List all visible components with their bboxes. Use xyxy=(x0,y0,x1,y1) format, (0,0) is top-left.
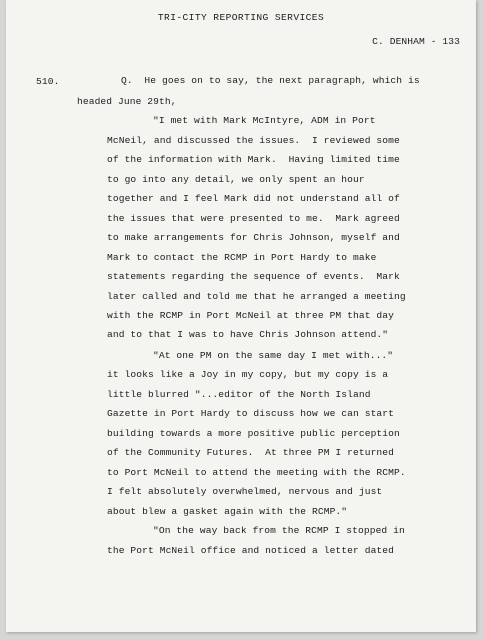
transcript-line: later called and told me that he arranged a meeting xyxy=(107,291,406,302)
transcript-page xyxy=(6,0,476,632)
transcript-line: and to that I was to have Chris Johnson attend." xyxy=(107,329,389,340)
transcript-line: of the information with Mark. Having limited time xyxy=(107,154,400,165)
transcript-line: I felt absolutely overwhelmed, nervous and just xyxy=(107,486,383,497)
transcript-line: with the RCMP in Port McNeil at three PM that day xyxy=(107,310,395,321)
transcript-line: "I met with Mark McIntyre, ADM in Port xyxy=(153,115,376,126)
transcript-line: statements regarding the sequence of events. Mark xyxy=(107,271,400,282)
transcript-line: the issues that were presented to me. Mark agreed xyxy=(107,213,400,224)
transcript-line: Q. He goes on to say, the next paragraph, which is xyxy=(121,75,420,86)
transcript-line: it looks like a Joy in my copy, but my copy is a xyxy=(107,369,389,380)
transcript-line: together and I feel Mark did not understand all of xyxy=(107,193,400,204)
transcript-line: little blurred "...editor of the North Island xyxy=(107,389,371,400)
transcript-line: the Port McNeil office and noticed a letter dated xyxy=(107,545,395,556)
transcript-line: McNeil, and discussed the issues. I reviewed some xyxy=(107,135,400,146)
transcript-line: to go into any detail, we only spent an hour xyxy=(107,174,365,185)
transcript-line: "At one PM on the same day I met with..." xyxy=(153,350,394,361)
transcript-line: to make arrangements for Chris Johnson, myself and xyxy=(107,232,400,243)
transcript-line: "On the way back from the RCMP I stopped in xyxy=(153,525,405,536)
transcript-line: Mark to contact the RCMP in Port Hardy to make xyxy=(107,252,377,263)
transcript-line: about blew a gasket again with the RCMP." xyxy=(107,506,348,517)
transcript-line: to Port McNeil to attend the meeting with the RCMP. xyxy=(107,467,406,478)
transcript-line: building towards a more positive public perception xyxy=(107,428,400,439)
transcript-line: Gazette in Port Hardy to discuss how we can start xyxy=(107,408,395,419)
line-number: 510. xyxy=(36,76,60,87)
transcript-line: headed June 29th, xyxy=(77,96,177,107)
witness-page-number: C. DENHAM - 133 xyxy=(372,36,460,47)
page-header: TRI-CITY REPORTING SERVICES xyxy=(157,12,325,23)
transcript-line: of the Community Futures. At three PM I returned xyxy=(107,447,395,458)
